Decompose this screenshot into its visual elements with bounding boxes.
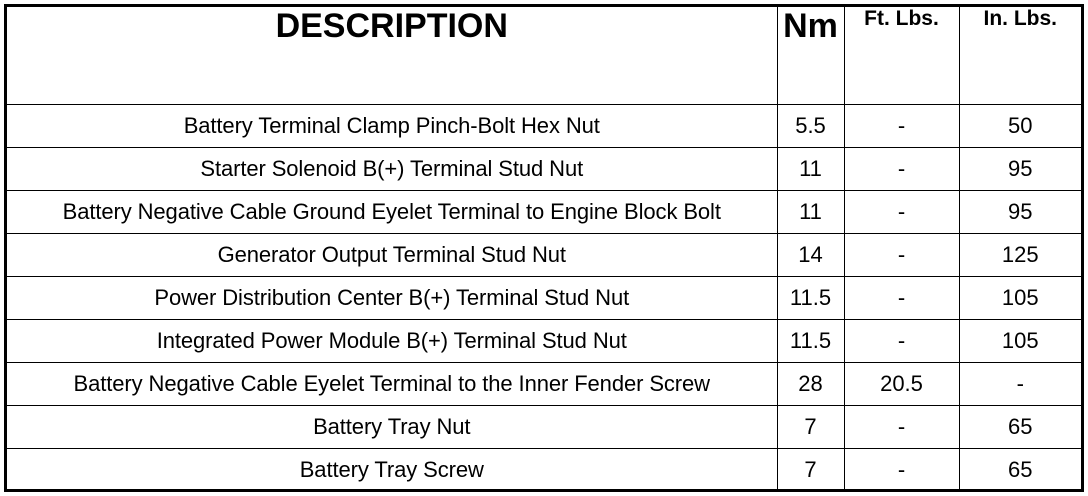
cell-in-lbs: 125 (959, 233, 1081, 276)
cell-description: Starter Solenoid B(+) Terminal Stud Nut (7, 147, 777, 190)
cell-nm: 7 (777, 448, 844, 491)
cell-in-lbs: 95 (959, 190, 1081, 233)
torque-spec-table (7, 7, 1081, 491)
cell-nm: 28 (777, 362, 844, 405)
cell-ft-lbs: - (844, 190, 959, 233)
cell-nm: 11.5 (777, 319, 844, 362)
table-row (7, 448, 1081, 491)
cell-in-lbs: 105 (959, 276, 1081, 319)
cell-ft-lbs: - (844, 276, 959, 319)
header-ft-lbs: Ft. Lbs. (844, 7, 959, 104)
table-header-row (7, 7, 1081, 104)
cell-nm: 14 (777, 233, 844, 276)
header-description: DESCRIPTION (7, 7, 777, 104)
cell-ft-lbs: - (844, 319, 959, 362)
table-row (7, 319, 1081, 362)
cell-ft-lbs: - (844, 104, 959, 147)
table-row (7, 233, 1081, 276)
cell-nm: 7 (777, 405, 844, 448)
cell-description: Power Distribution Center B(+) Terminal Stud Nut (7, 276, 777, 319)
cell-nm: 5.5 (777, 104, 844, 147)
cell-description: Battery Tray Nut (7, 405, 777, 448)
cell-ft-lbs: - (844, 405, 959, 448)
cell-description: Battery Tray Screw (7, 448, 777, 491)
table-row (7, 190, 1081, 233)
cell-in-lbs: 95 (959, 147, 1081, 190)
cell-ft-lbs: - (844, 233, 959, 276)
table-row (7, 405, 1081, 448)
cell-nm: 11 (777, 147, 844, 190)
cell-ft-lbs: - (844, 448, 959, 491)
cell-in-lbs: - (959, 362, 1081, 405)
table-row (7, 276, 1081, 319)
table-row (7, 362, 1081, 405)
cell-in-lbs: 105 (959, 319, 1081, 362)
table-row (7, 147, 1081, 190)
cell-nm: 11.5 (777, 276, 844, 319)
cell-in-lbs: 65 (959, 448, 1081, 491)
cell-in-lbs: 50 (959, 104, 1081, 147)
cell-ft-lbs: 20.5 (844, 362, 959, 405)
header-nm: Nm (777, 7, 844, 104)
cell-nm: 11 (777, 190, 844, 233)
cell-in-lbs: 65 (959, 405, 1081, 448)
table-row (7, 104, 1081, 147)
cell-ft-lbs: - (844, 147, 959, 190)
header-in-lbs: In. Lbs. (959, 7, 1081, 104)
cell-description: Integrated Power Module B(+) Terminal Stud Nut (7, 319, 777, 362)
cell-description: Generator Output Terminal Stud Nut (7, 233, 777, 276)
cell-description: Battery Negative Cable Ground Eyelet Terminal to Engine Block Bolt (7, 190, 777, 233)
cell-description: Battery Terminal Clamp Pinch-Bolt Hex Nut (7, 104, 777, 147)
cell-description: Battery Negative Cable Eyelet Terminal to the Inner Fender Screw (7, 362, 777, 405)
